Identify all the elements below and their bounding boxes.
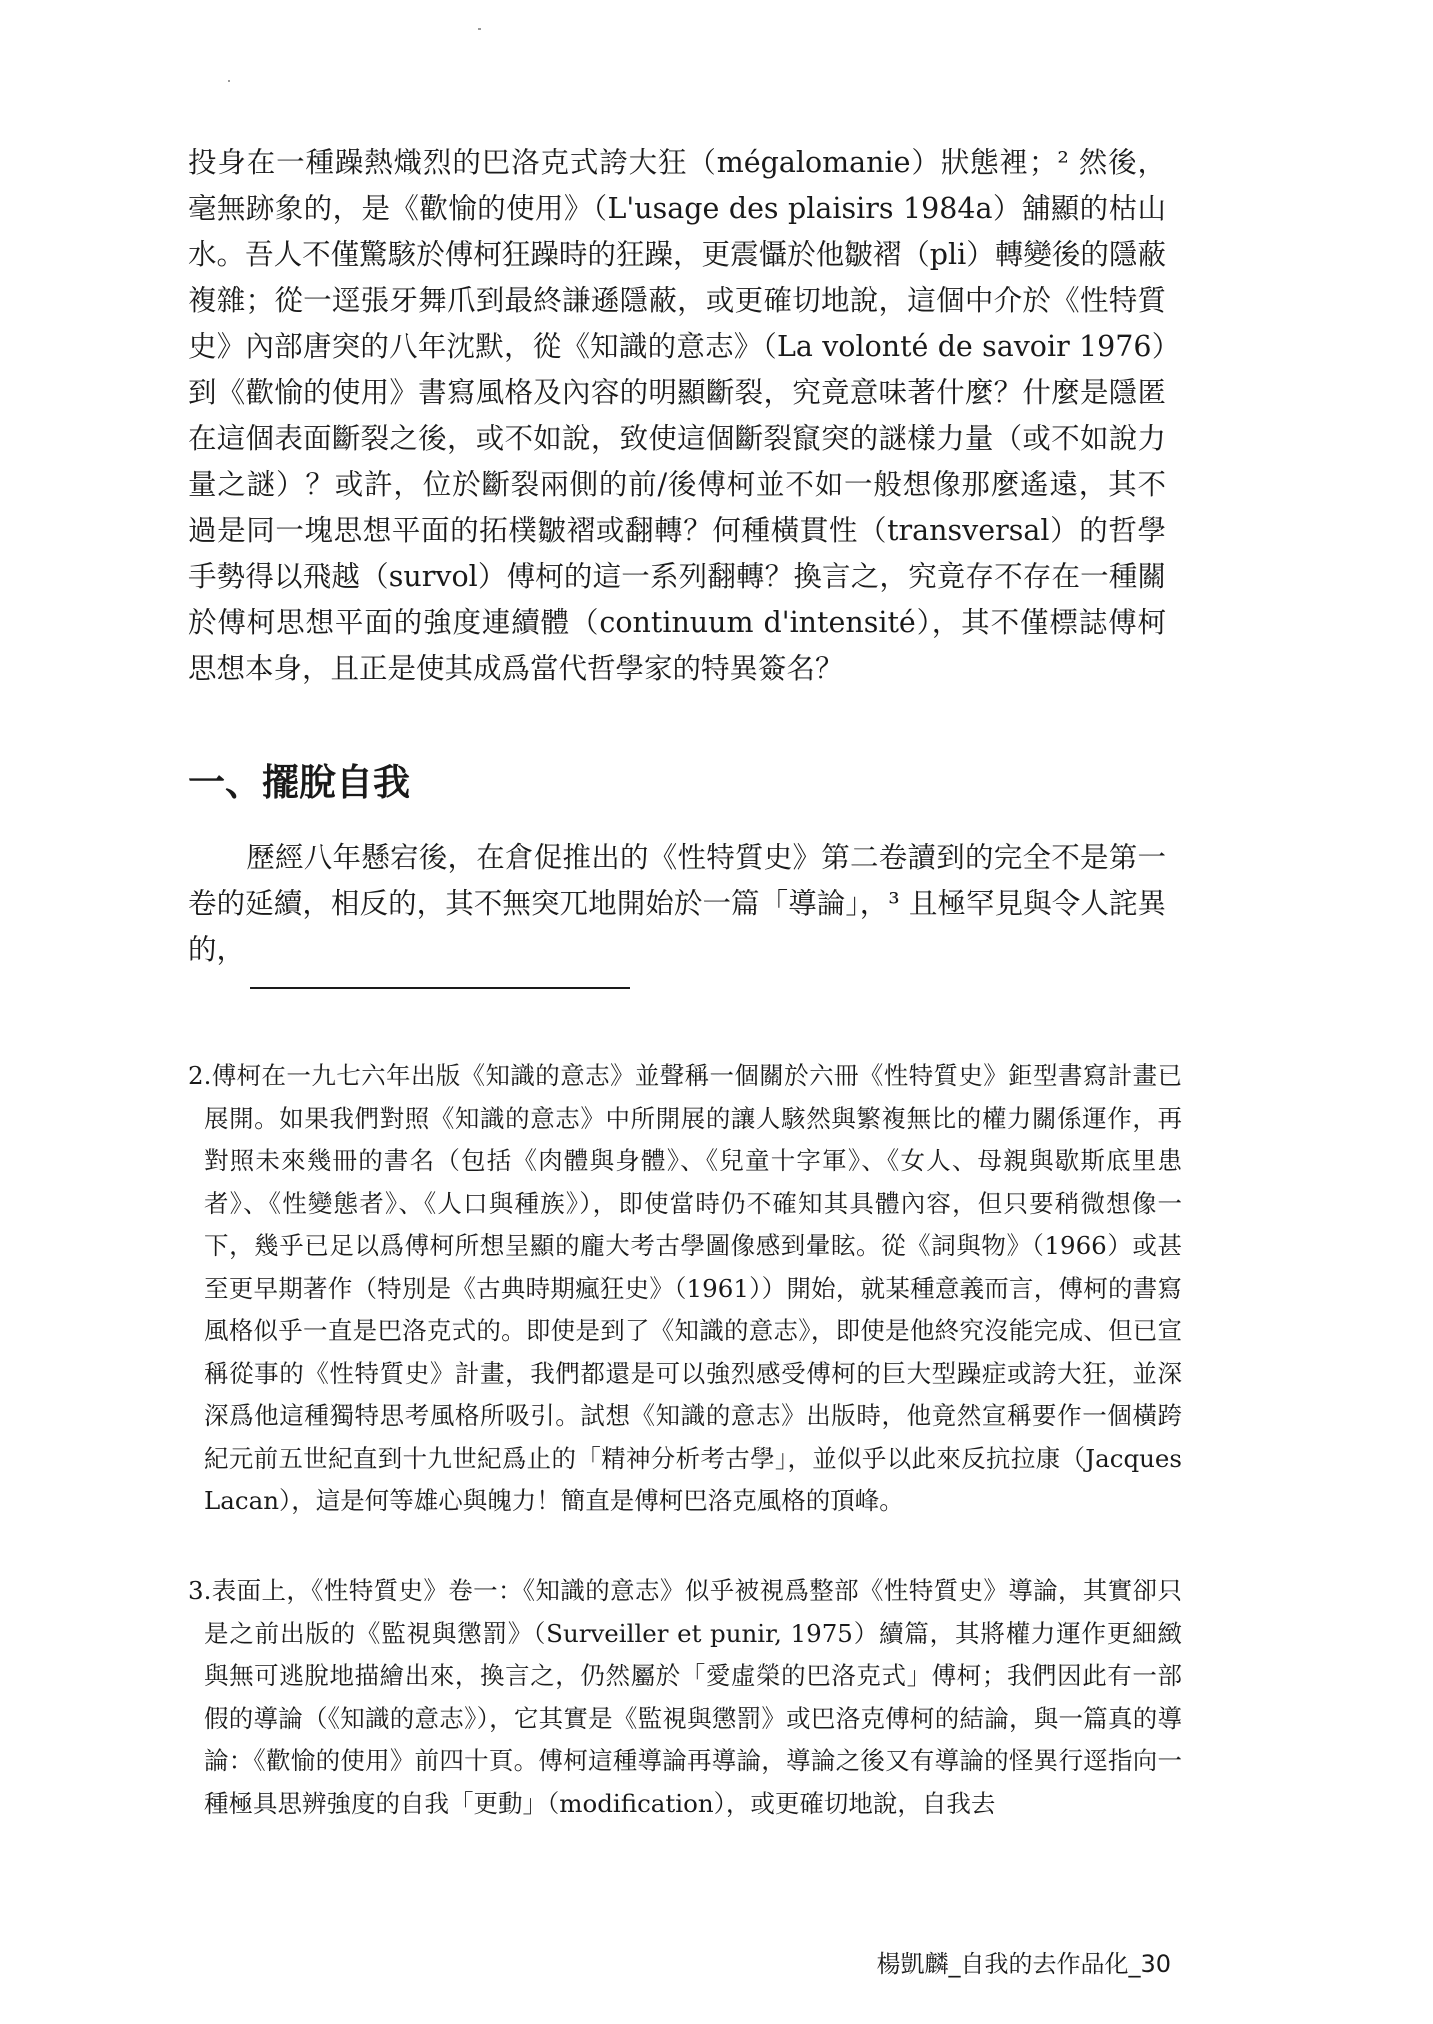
body-paragraph-2-text: 歷經八年懸宕後，在倉促推出的《性特質史》第二卷讀到的完全不是第一卷的延續，相反的，其不無突兀地開始於一篇「導論」，³ 且極罕見與令人詫異的， xyxy=(188,841,1166,966)
footnote-separator xyxy=(250,987,630,989)
section-heading: 一、擺脫自我 xyxy=(188,761,410,804)
scan-speck xyxy=(228,80,230,82)
body-paragraph-1: 投身在一種躁熱熾烈的巴洛克式誇大狂（mégalomanie）狀態裡；² 然後，毫無跡象的，是《歡愉的使用》（L'usage des plaisirs 1984a）舖顯的枯山水。吾人不僅驚駭於傅柯狂躁時的狂躁，更震懾於他皺褶（pli）轉變後的隱蔽複雜；從一逕張牙舞爪到最終謙遜隱蔽，或更確切地說，這個中介於《性特質史》內部唐突的八年沈默，從《知識的意志》（La volonté de savoir 1976）到《歡愉的使用》書寫風格及內容的明顯斷裂，究竟意味著什麼？什麼是隱匿在這個表面斷裂之後，或不如說，致使這個斷裂竄突的謎樣力量（或不如說力量之謎）？或許，位於斷裂兩側的前/後傅柯並不如一般想像那麼遙遠，其不過是同一塊思想平面的拓樸皺褶或翻轉？何種橫貫性（transversal）的哲學手勢得以飛越（survol）傅柯的這一系列翻轉？換言之，究竟存不存在一種關於傅柯思想平面的強度連續體（continuum d'intensité），其不僅標誌傅柯思想本身，且正是使其成爲當代哲學家的特異簽名？ xyxy=(188,146,1166,685)
page-footer: 楊凱麟_自我的去作品化_30 xyxy=(876,1950,1171,1978)
body-paragraph-2 xyxy=(188,835,1166,973)
scan-speck xyxy=(478,28,481,30)
footnote-2: 2.傅柯在一九七六年出版《知識的意志》並聲稱一個關於六冊《性特質史》鉅型書寫計畫已展開。如果我們對照《知識的意志》中所開展的讓人駭然與繁複無比的權力關係運作，再對照未來幾冊的書名（包括《肉體與身體》、《兒童十字軍》、《女人、母親與歇斯底里患者》、《性變態者》、《人口與種族》），即使當時仍不確知其具體內容，但只要稍微想像一下，幾乎已足以爲傅柯所想呈顯的龐大考古學圖像感到暈眩。從《詞與物》（1966）或甚至更早期著作（特別是《古典時期瘋狂史》（1961））開始，就某種意義而言，傅柯的書寫風格似乎一直是巴洛克式的。即使是到了《知識的意志》，即使是他終究沒能完成、但已宣稱從事的《性特質史》計畫，我們都還是可以強烈感受傅柯的巨大型躁症或誇大狂，並深深爲他這種獨特思考風格所吸引。試想《知識的意志》出版時，他竟然宣稱要作一個橫跨紀元前五世紀直到十九世紀爲止的「精神分析考古學」，並似乎以此來反抗拉康（Jacques Lacan），這是何等雄心與魄力！簡直是傅柯巴洛克風格的頂峰。 xyxy=(188,1061,1182,1515)
footnote-3: 3.表面上，《性特質史》卷一：《知識的意志》似乎被視爲整部《性特質史》導論，其實卻只是之前出版的《監視與懲罰》（Surveiller et punir, 1975）續篇，其將權力運作更細緻與無可逃脫地描繪出來，換言之，仍然屬於「愛虛榮的巴洛克式」傅柯；我們因此有一部假的導論（《知識的意志》），它其實是《監視與懲罰》或巴洛克傅柯的結論，與一篇真的導論：《歡愉的使用》前四十頁。傅柯這種導論再導論，導論之後又有導論的怪異行逕指向一種極具思辨強度的自我「更動」（modification），或更確切地說，自我去 xyxy=(188,1576,1182,1818)
